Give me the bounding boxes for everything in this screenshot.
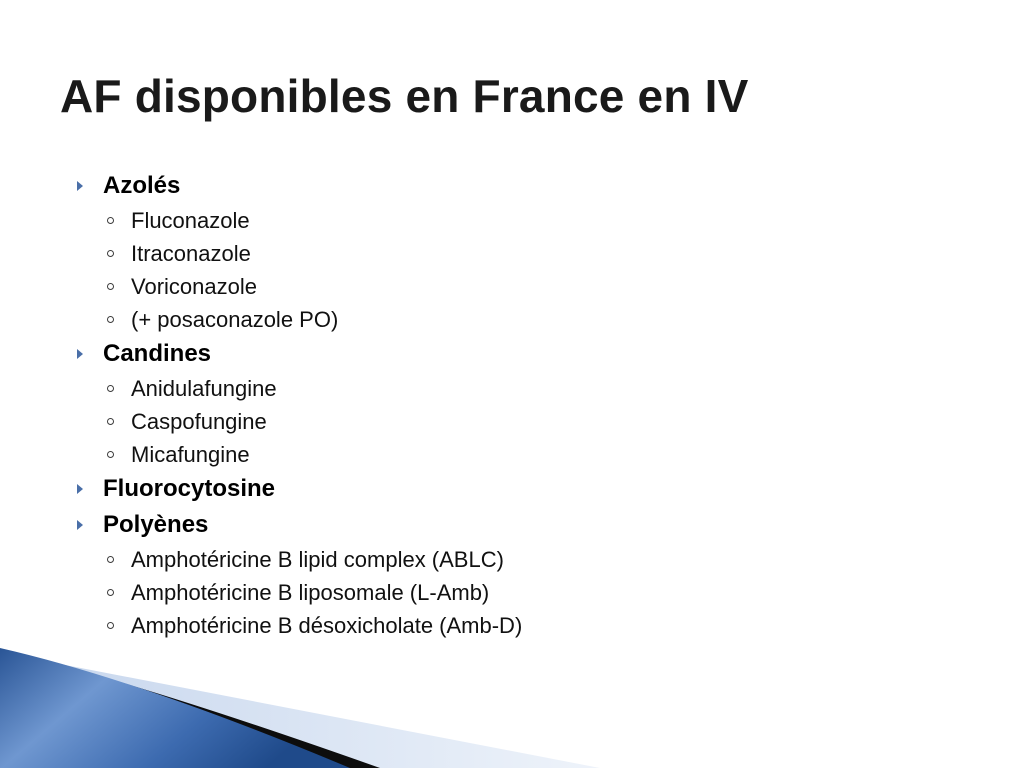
section-heading bbox=[72, 471, 952, 507]
list-item bbox=[72, 372, 952, 405]
section-label: Polyènes bbox=[103, 511, 209, 538]
list-item bbox=[72, 543, 952, 576]
circle-bullet-icon bbox=[107, 217, 114, 224]
circle-bullet-icon bbox=[107, 556, 114, 563]
list-item-text: Amphotéricine B désoxicholate (Amb-D) bbox=[131, 613, 523, 638]
section-label: Azolés bbox=[103, 172, 181, 199]
list-item bbox=[72, 405, 952, 438]
list-item-text: Voriconazole bbox=[131, 274, 257, 299]
section-label: Candines bbox=[103, 340, 212, 367]
list-item bbox=[72, 270, 952, 303]
section-label: Fluorocytosine bbox=[103, 475, 276, 502]
section-heading bbox=[72, 507, 952, 543]
bullet-list bbox=[72, 168, 952, 642]
list-item bbox=[72, 303, 952, 336]
section-polyenes bbox=[72, 507, 952, 642]
section-heading bbox=[72, 168, 952, 204]
swoosh-light-band bbox=[60, 664, 600, 768]
list-item-text: Fluconazole bbox=[131, 208, 250, 233]
triangle-bullet-icon bbox=[77, 181, 83, 191]
sub-list bbox=[72, 372, 952, 471]
sub-list bbox=[72, 204, 952, 336]
section-candines bbox=[72, 336, 952, 471]
triangle-bullet-icon bbox=[77, 520, 83, 530]
triangle-bullet-icon bbox=[77, 484, 83, 494]
section-azoles bbox=[72, 168, 952, 336]
section-heading bbox=[72, 336, 952, 372]
list-item-text: Micafungine bbox=[131, 442, 250, 467]
list-item-text: Itraconazole bbox=[131, 241, 251, 266]
circle-bullet-icon bbox=[107, 418, 114, 425]
list-item-text: Caspofungine bbox=[131, 409, 267, 434]
list-item-text: Amphotéricine B liposomale (L-Amb) bbox=[131, 580, 490, 605]
list-item bbox=[72, 237, 952, 270]
swoosh-blue-band bbox=[0, 648, 350, 768]
section-fluorocytosine bbox=[72, 471, 952, 507]
circle-bullet-icon bbox=[107, 283, 114, 290]
circle-bullet-icon bbox=[107, 589, 114, 596]
sub-list bbox=[72, 543, 952, 642]
list-item bbox=[72, 609, 952, 642]
circle-bullet-icon bbox=[107, 451, 114, 458]
circle-bullet-icon bbox=[107, 250, 114, 257]
list-item-text: (+ posaconazole PO) bbox=[131, 307, 339, 332]
list-item-text: Amphotéricine B lipid complex (ABLC) bbox=[131, 547, 504, 572]
slide-title: AF disponibles en France en IV bbox=[60, 70, 749, 122]
list-item bbox=[72, 576, 952, 609]
list-item bbox=[72, 438, 952, 471]
swoosh-dark-band bbox=[40, 660, 380, 768]
list-item bbox=[72, 204, 952, 237]
triangle-bullet-icon bbox=[77, 349, 83, 359]
circle-bullet-icon bbox=[107, 622, 114, 629]
circle-bullet-icon bbox=[107, 316, 114, 323]
list-item-text: Anidulafungine bbox=[131, 376, 277, 401]
circle-bullet-icon bbox=[107, 385, 114, 392]
